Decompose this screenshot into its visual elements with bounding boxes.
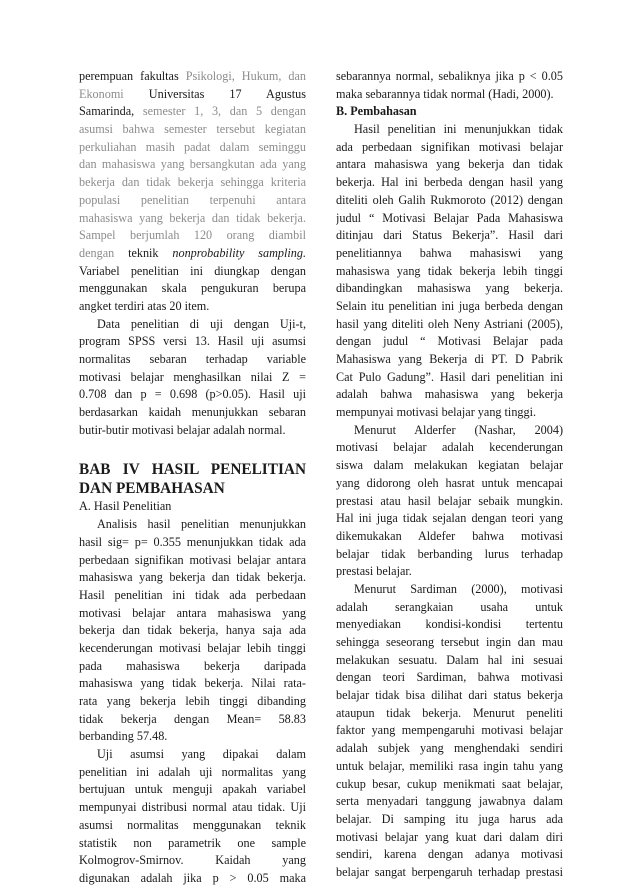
text-line: normalitas sebaran terhadap variable	[79, 352, 306, 366]
text-line: Hal ini juga tidak sejalan dengan teori yang	[336, 511, 563, 526]
text-line: mahasiswa yang bekerja dan tidak bekerja.	[79, 570, 306, 585]
text-line: bekerja. Hal ini berbeda dengan hasil yang	[336, 175, 563, 190]
text-line: hasil yang diteliti oleh Neny Astriani (2005),	[336, 316, 563, 331]
text-line: ada perbedaan signifikan motivasi belajar	[336, 139, 563, 154]
text: angket terdiri atas 20 item.	[79, 298, 210, 313]
text: menggunakan skala pengukuran berupa	[79, 281, 306, 296]
gray-text: Psikologi, Hukum, dan	[185, 69, 306, 83]
text-line	[79, 139, 306, 157]
gray-text: dengan	[79, 245, 129, 260]
text-line	[79, 103, 306, 121]
text-line: statistik non parametrik one sample	[79, 835, 306, 850]
text-line: mahasiswa yang tidak bekerja lebih tinggi	[336, 263, 563, 278]
text-line: belajar tidak berbanding lurus terhadap	[336, 546, 563, 561]
text-line: berbanding 57.48.	[79, 729, 168, 744]
text-line: penelitiannya bahwa mahasiswi yang	[336, 245, 563, 260]
text: perempuan fakultas	[79, 69, 186, 83]
text-line: sehingga seseorang tersebut ingin dan mau	[336, 635, 563, 649]
text-line: asumsi normalitas menggunakan teknik	[79, 817, 306, 832]
text-line: cukup besar, cukup menikmati saat belajar,	[336, 776, 563, 791]
text-line	[79, 86, 306, 104]
text-line: prestasi belajar.	[336, 564, 412, 579]
chapter-title-line1: BAB IV HASIL PENELITIAN	[79, 461, 306, 479]
text-line	[79, 263, 306, 281]
text-line	[79, 121, 306, 139]
text-line: faktor yang mempengaruhi motivasi belajar	[336, 723, 563, 738]
text-line: ataupun tidak bekerja. Menurut peneliti	[336, 705, 563, 720]
text-line: motivasi belajar antara mahasiswa yang	[79, 605, 306, 620]
text-line: belajar tidak bisa dilihat dari status bekerja	[336, 688, 563, 703]
text-line: adalah serangkaian usaha untuk	[336, 599, 563, 614]
text-line: prestasi atau hasil belajar sebaik mungkin.	[336, 493, 563, 508]
right-column	[336, 68, 563, 882]
text-line: dengan teori Sardiman, bahwa motivasi	[336, 670, 563, 685]
text-line: perbedaan signifikan motivasi belajar antara	[79, 552, 306, 567]
text-line: Selain itu penelitian ini juga berbeda dengan	[336, 298, 563, 313]
text-line: motivasi belajar adalah kecenderungan	[336, 440, 563, 455]
text-line: butir-butir motivasi belajar adalah normal.	[79, 422, 286, 437]
text-line	[79, 192, 306, 210]
text-line: motivasi belajar menghasilkan nilai Z =	[79, 369, 306, 384]
text: Universitas 17 Agustus	[123, 86, 306, 101]
text: Samarinda,	[79, 104, 135, 119]
gray-text: asumsi bahwa semester tersebut kegiatan	[79, 122, 306, 137]
text-line: maka sebarannya tidak normal (Hadi, 2000).	[336, 86, 554, 101]
paragraph-normality-continued	[336, 68, 563, 103]
paragraph-sardiman	[336, 581, 563, 882]
text-line: yang didorong oleh hasrat untuk mencapai	[336, 475, 563, 490]
text-line: adalah bahwa mahasiswa yang bekerja	[336, 387, 563, 402]
paragraph-analysis-results	[79, 516, 306, 746]
text-line: sebarannya normal, sebaliknya jika p < 0.05	[336, 69, 563, 83]
text-line: melakukan sesuatu. Dalam hal ini sesuai	[336, 652, 563, 667]
text-line: menyediakan kondisi-kondisi tertentu	[336, 617, 563, 632]
text-line: Menurut Alderfer (Nashar, 2004)	[354, 422, 563, 437]
text-line: 0.708 dan p = 0.698 (p>0.05). Hasil uji	[79, 387, 306, 402]
text-line: bertujuan untuk menguji apakah variabel	[79, 782, 306, 797]
subheading-hasil-penelitian: A. Hasil Penelitian	[79, 499, 172, 514]
gray-text: Ekonomi	[79, 86, 124, 101]
text-line: hasil sig= p= 0.355 menunjukkan tidak ada	[79, 534, 306, 549]
text-line: Data penelitian di uji dengan Uji-t,	[97, 316, 306, 331]
text-line	[79, 227, 306, 245]
text-line: mahasiswa yang tidak bekerja. Nilai rata-	[79, 676, 306, 691]
text-line: kecenderungan motivasi belajar lebih tinggi	[79, 640, 306, 655]
text-line: dengan judul “ Motivasi Belajar pada	[336, 334, 563, 349]
gray-text: semester 1, 3, dan 5 dengan	[134, 104, 306, 119]
gray-text: perkuliahan masih padat dalam seminggu	[79, 139, 306, 154]
text-line	[79, 68, 306, 86]
paragraph-discussion	[336, 121, 563, 422]
text-line: siswa dalam melakukan kegiatan belajar	[336, 458, 563, 473]
gray-text: mahasiswa yang bekerja dan tidak bekerja.	[79, 210, 306, 225]
text-line: digunakan adalah jika p > 0.05 maka	[79, 870, 306, 885]
text-line: program SPSS versi 13. Hasil uji asumsi	[79, 334, 306, 349]
text-line	[79, 174, 306, 192]
text-line: Cat Pulo Gadung”. Hasil dari penelitian ini	[336, 369, 563, 384]
text-line: Mahasiswa yang Bekerja di PT. D Pabrik	[336, 352, 563, 366]
text-line	[79, 280, 306, 298]
text-line: pada mahasiswa bekerja daripada	[79, 658, 306, 673]
left-column	[79, 68, 306, 888]
text-line: Hasil penelitian ini tidak ada perbedaan	[79, 587, 306, 602]
text-line: mempunyai distribusi normal atau tidak. Uji	[79, 800, 306, 815]
text-line: antara mahasiswa yang bekerja dan tidak	[336, 157, 563, 172]
spacer	[79, 439, 306, 460]
text-line: ditinjau dari Status Bekerja”. Hasil dari	[336, 228, 563, 243]
text-line: tidak bekerja dengan Mean= 58.83	[79, 711, 306, 726]
text-line: judul “ Motivasi Belajar Pada Mahasiswa	[336, 210, 563, 225]
text-line: diteliti oleh Galih Rukmoroto (2012) dengan	[336, 192, 563, 207]
paragraph-participants	[79, 68, 306, 316]
text-line	[79, 245, 306, 263]
gray-text: Sampel berjumlah 120 orang diambil	[79, 228, 306, 243]
text: teknik	[128, 245, 173, 260]
text-line: Menurut Sardiman (2000), motivasi	[354, 581, 563, 596]
text-line: belajar. Di samping itu juga harus ada	[336, 811, 563, 826]
text-line	[79, 210, 306, 228]
text: Variabel penelitian ini diungkap dengan	[79, 263, 306, 278]
text-line	[79, 156, 306, 174]
paragraph-data-analysis	[79, 316, 306, 440]
paragraph-normality-test	[79, 746, 306, 888]
chapter-title-line2: DAN PEMBAHASAN	[79, 480, 225, 498]
text-line: Analisis hasil penelitian menunjukkan	[97, 517, 306, 532]
text-line: belajar sangat berpengaruh terhadap prestasi	[336, 864, 563, 879]
text-line: serta menyadari tanggung jawabnya dalam	[336, 794, 563, 809]
text-line: Kolmogrov-Smirnov. Kaidah yang	[79, 853, 306, 868]
subheading-pembahasan: B. Pembahasan	[336, 104, 417, 119]
gray-text: bekerja dan tidak bekerja sehingga kriteria	[79, 175, 306, 190]
text-line: Hasil penelitian ini menunjukkan tidak	[354, 122, 563, 137]
text-line: mempunyai motivasi belajar yang tinggi.	[336, 405, 537, 420]
text-line	[79, 298, 306, 316]
text-line: berdasarkan kaidah menunjukkan sebaran	[79, 405, 306, 420]
text-line: dikemukakan Aldefer bahwa motivasi	[336, 528, 563, 543]
gray-text: dan mahasiswa yang bersangkutan ada yang	[79, 157, 306, 172]
text-line: sendiri, karena dengan adanya motivasi	[336, 847, 563, 862]
text-line: motivasi belajar yang kuat dari dalam diri	[336, 829, 563, 844]
text-line: dibandingkan mahasiswa yang bekerja.	[336, 281, 563, 296]
paragraph-alderfer	[336, 422, 563, 581]
text-line: rata yang bekerja lebih tinggi dibanding	[79, 694, 306, 708]
text-line: bekerja dan tidak bekerja, hanya saja ada	[79, 623, 306, 638]
text-line: adalah subjek yang menghendaki sendiri	[336, 741, 563, 756]
gray-text: populasi penelitian terpenuhi antara	[79, 192, 306, 207]
text-line: Uji asumsi yang dipakai dalam	[97, 747, 306, 762]
text-line: untuk belajar, memiliki rasa ingin tahu yang	[336, 758, 563, 773]
text-line: penelitian ini adalah uji normalitas yang	[79, 764, 306, 779]
italic-text: nonprobability sampling.	[172, 245, 306, 260]
